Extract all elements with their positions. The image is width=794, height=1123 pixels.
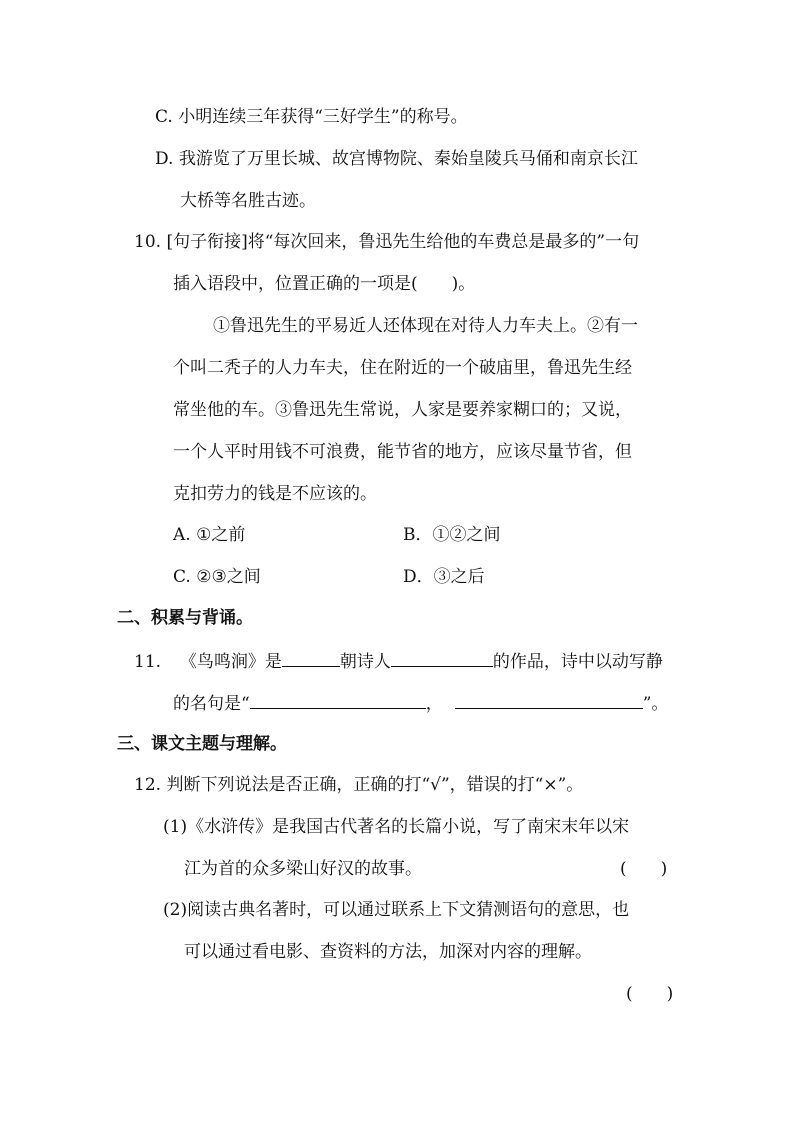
q10-passage-line4: 一个人平时用钱不可浪费，能节省的地方，应该尽量节省，但 xyxy=(173,442,632,462)
q11-line2-comma: ， xyxy=(425,694,443,714)
q11-text-part3: 的作品，诗中以动写静 xyxy=(492,652,663,672)
q11-text-part1: 《鸟鸣涧》是 xyxy=(179,652,282,672)
q10-passage-line1: ①鲁迅先生的平易近人还体现在对待人力车夫上。②有一 xyxy=(213,316,638,336)
q11-blank-verse2[interactable] xyxy=(455,690,643,709)
q10-option-c: C. ②③之间 xyxy=(173,567,261,587)
q11-number: 11. xyxy=(134,652,162,672)
q10-option-d: D．③之后 xyxy=(403,567,485,587)
q12-statement1-line1: (1)《水浒传》是我国古代著名的长篇小说，写了南宋末年以宋 xyxy=(163,817,630,837)
q9-option-d-line2: 大桥等名胜古迹。 xyxy=(180,191,316,211)
q12-statement2-line1: (2)阅读古典名著时，可以通过联系上下文猜测语句的意思，也 xyxy=(163,900,630,920)
q11-text-part2: 朝诗人 xyxy=(339,652,391,672)
q9-option-d-line1: D. 我游览了万里长城、故宫博物院、秦始皇陵兵马俑和南京长江 xyxy=(155,149,638,169)
q12-statement2-line2: 可以通过看电影、查资料的方法，加深对内容的理解。 xyxy=(184,942,592,962)
q10-passage-line3: 常坐他的车。③鲁迅先生常说，人家是要养家糊口的；又说， xyxy=(173,400,632,420)
q9-option-c: C. 小明连续三年获得“三好学生”的称号。 xyxy=(155,107,468,127)
q11-line2 xyxy=(173,690,668,716)
q11-line1 xyxy=(134,648,663,674)
q12-stem: 12. 判断下列说法是否正确，正确的打“√”，错误的打“×”。 xyxy=(134,775,584,795)
q10-passage-line5: 克扣劳力的钱是不应该的。 xyxy=(173,484,377,504)
q11-blank-poet[interactable] xyxy=(391,648,493,667)
q10-passage-line2: 个叫二秃子的人力车夫，住在附近的一个破庙里，鲁迅先生经 xyxy=(173,358,632,378)
section-2-heading: 二、积累与背诵。 xyxy=(117,608,253,628)
q10-option-b: B．①②之间 xyxy=(403,525,501,545)
q12-statement1-answer-box[interactable]: ( ) xyxy=(620,859,668,879)
q10-option-a: A. ①之前 xyxy=(173,525,246,545)
q11-blank-dynasty[interactable] xyxy=(282,648,340,667)
q11-line2-start: 的名句是“ xyxy=(173,694,250,714)
q10-stem-line2: 插入语段中，位置正确的一项是( )。 xyxy=(173,274,476,294)
q12-statement1-line2: 江为首的众多梁山好汉的故事。 xyxy=(184,859,422,879)
q10-stem-line1: 10. [句子衔接]将“每次回来，鲁迅先生给他的车费总是最多的”一句 xyxy=(134,232,640,252)
q12-statement2-answer-box[interactable]: ( ) xyxy=(626,984,674,1004)
section-3-heading: 三、课文主题与理解。 xyxy=(117,734,287,754)
q11-line2-end: ”。 xyxy=(642,694,669,714)
q11-blank-verse1[interactable] xyxy=(250,690,426,709)
